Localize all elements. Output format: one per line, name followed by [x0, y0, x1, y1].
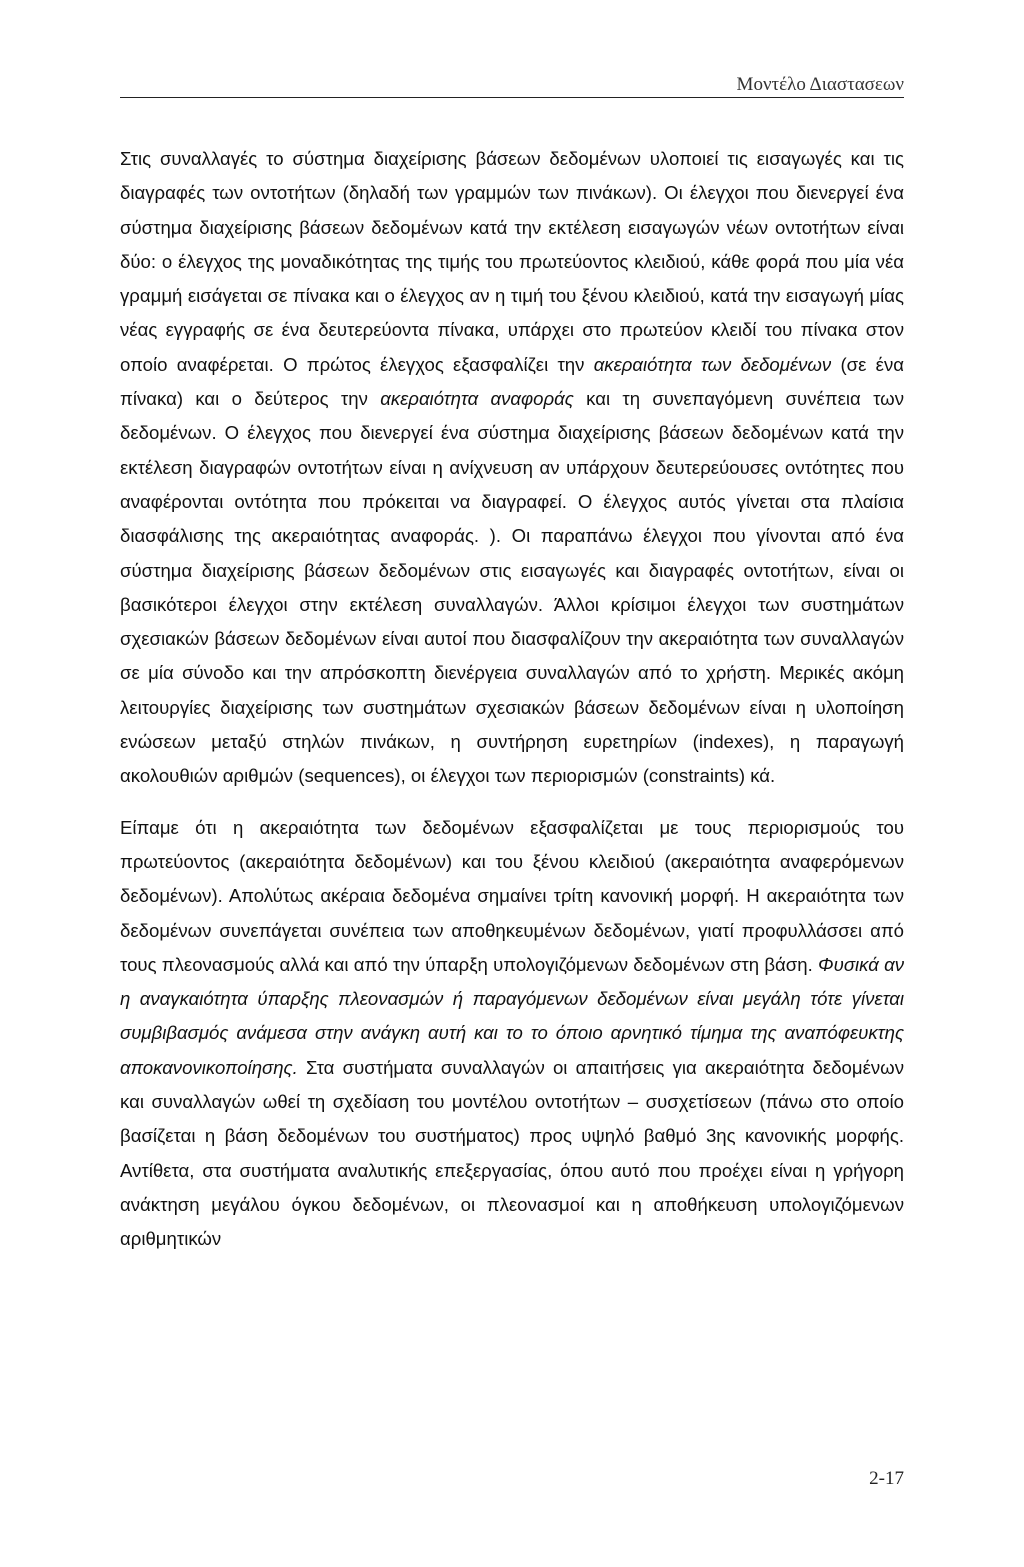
- paragraph-2-text: Είπαμε ότι η ακεραιότητα των δεδομένων εξασφαλίζεται με τους περιορισμούς του πρωτεύοντος (ακεραιότητα δεδομένων) και του ξένου κλειδιού (ακεραιότητα αναφερόμενων δεδομένων). Απολύτως ακέραια δεδομένα σημαίνει τρίτη κανονική μορφή. Η ακεραιότητα των δεδομένων συνεπάγεται συνέπεια των αποθηκευμένων δεδομένων, γιατί προφυλλάσσει από τους πλεονασμούς αλλά και από την ύπαρξη υπολογιζόμενων δεδομένων στη βάση.: [120, 816, 904, 975]
- paragraph-1-text: και τη συνεπαγόμενη συνέπεια των δεδομένων. Ο έλεγχος που διενεργεί ένα σύστημα διαχείρισης βάσεων δεδομένων κατά την εκτέλεση διαγραφών οντοτήτων είναι η ανίχνευση αν υπάρχουν δευτερεύουσες οντότητες που αναφέρονται οντότητα που πρόκειται να διαγραφεί. Ο έλεγχος αυτός γίνεται στα πλαίσια διασφάλισης της ακεραιότητας αναφοράς. ). Οι παραπάνω έλεγχοι που γίνονται από ένα σύστημα διαχείρισης βάσεων δεδομένων στις εισαγωγές και διαγραφές οντοτήτων, είναι οι βασικότεροι έλεγχοι στην εκτέλεση συναλλαγών. Άλλοι κρίσιμοι έλεγχοι των συστημάτων σχεσιακών βάσεων δεδομένων είναι αυτοί που διασφαλίζουν την ακεραιότητα των συναλλαγών σε μία σύνοδο και την απρόσκοπτη διενέργεια συναλλαγών από το χρήστη. Μερικές ακόμη λειτουργίες διαχείρισης των συστημάτων σχεσιακών βάσεων δεδομένων είναι η υλοποίηση ενώσεων μεταξύ στηλών πινάκων, η συντήρηση ευρετηρίων (indexes), η παραγωγή ακολουθιών αριθμών (sequences), οι έλεγχοι των περιορισμών (constraints) κά.: [120, 388, 904, 787]
- header-rule: [120, 97, 904, 98]
- paragraph-1-emphasis-referential-integrity: ακεραιότητα αναφοράς: [380, 388, 574, 410]
- paragraph-2-emphasis-denormalization: Φυσικά αν η αναγκαιότητα ύπαρξης πλεονασμών ή παραγόμενων δεδομένων είναι μεγάλη τότε γίνεται συμβιβασμός ανάμεσα στην ανάγκη αυτή και το το όποιο αρνητικό τίμημα της αναπόφευκτης αποκανονικοποίησης.: [120, 953, 904, 1078]
- page-number: 2-17: [869, 1468, 904, 1489]
- running-header: Μοντέλο Διαστασεων: [736, 74, 904, 95]
- paragraph-2-text: Στα συστήματα συναλλαγών οι απαιτήσεις για ακεραιότητα δεδομένων και συναλλαγών ωθεί τη σχεδίαση του μοντέλου οντοτήτων – συσχετίσεων (πάνω στο οποίο βασίζεται η βάση δεδομένων του συστήματος) προς υψηλό βαθμό 3ης κανονικής μορφής. Αντίθετα, στα συστήματα αναλυτικής επεξεργασίας, όπου αυτό που προέχει είναι η γρήγορη ανάκτηση μεγάλου όγκου δεδομένων, οι πλεονασμοί και η αποθήκευση υπολογιζόμενων αριθμητικών: [120, 1056, 904, 1250]
- paragraph-1-text: Στις συναλλαγές το σύστημα διαχείρισης βάσεων δεδομένων υλοποιεί τις εισαγωγές και τις διαγραφές των οντοτήτων (δηλαδή των γραμμών των πινάκων). Οι έλεγχοι που διενεργεί ένα σύστημα διαχείρισης βάσεων δεδομένων κατά την εκτέλεση εισαγωγών νέων οντοτήτων είναι δύο: ο έλεγχος της μοναδικότητας της τιμής του πρωτεύοντος κλειδιού, κάθε φορά που μία νέα γραμμή εισάγεται σε πίνακα και ο έλεγχος αν η τιμή του ξένου κλειδιού, κατά την εισαγωγή μίας νέας εγγραφής σε ένα δευτερεύοντα πίνακα, υπάρχει στο πρωτεύον κλειδί του πίνακα στον οποίο αναφέρεται. Ο πρώτος έλεγχος εξασφαλίζει την: [120, 148, 904, 375]
- paragraph-2: [120, 811, 904, 1257]
- paragraph-1-text: (σε ένα πίνακα) και ο δεύτερος την: [120, 353, 904, 410]
- paragraph-1-emphasis-data-integrity: ακεραιότητα των δεδομένων: [593, 353, 832, 375]
- paragraph-1: [120, 142, 904, 794]
- body-text: [120, 142, 904, 1257]
